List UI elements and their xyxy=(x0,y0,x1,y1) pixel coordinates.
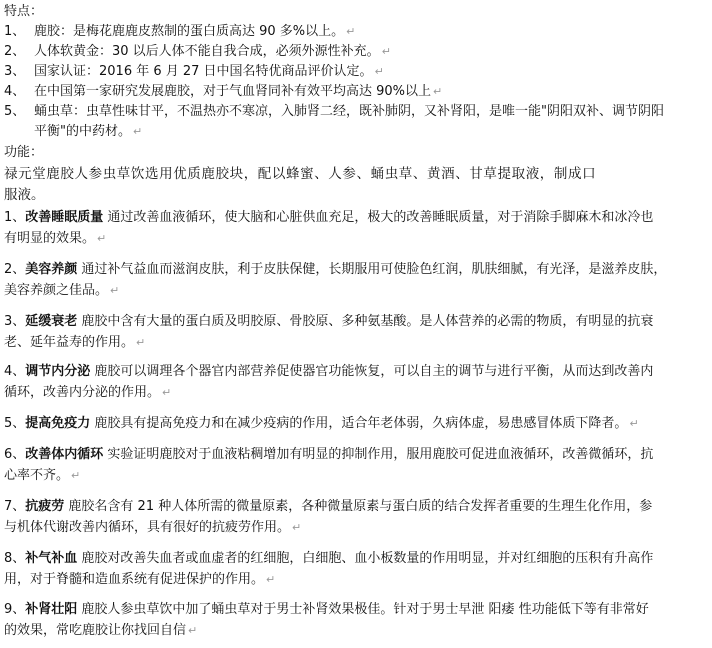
feature-number: 2、 xyxy=(4,44,26,59)
feature-number: 4、 xyxy=(4,84,26,99)
feature-text: 鹿胶：是梅花鹿鹿皮熬制的蛋白质高达 90 多%以上。 xyxy=(34,24,345,39)
paragraph-mark-icon: ↵ xyxy=(346,25,356,38)
feature-item-5-continued xyxy=(34,122,142,142)
function-item-6 xyxy=(4,445,653,465)
function-number: 3、 xyxy=(4,314,26,329)
function-text: 鹿胶人参虫草饮中加了蛹虫草对于男士补肾效果极佳。针对于男士早泄 阳痿 性功能低下等有非常好 xyxy=(77,602,649,617)
function-item-7-continued xyxy=(4,518,301,538)
paragraph-mark-icon: ↵ xyxy=(132,125,143,138)
function-title: 改善体内循环 xyxy=(25,447,104,462)
function-title: 提高免疫力 xyxy=(25,416,91,431)
function-title: 延缓衰老 xyxy=(25,314,78,329)
function-title: 补肾壮阳 xyxy=(25,602,78,617)
function-text: 鹿胶对改善失血者或血虚者的红细胞，白细胞、血小板数量的作用明显，并对红细胞的压积有升高作 xyxy=(77,551,654,566)
function-item-3 xyxy=(4,312,653,332)
feature-text: 人体软黄金：30 以后人体不能自我合成，必须外源性补充。 xyxy=(34,44,380,59)
intro-paragraph: 禄元堂鹿胶人参虫草饮选用优质鹿胶块，配以蜂蜜、人参、蛹虫草、黄酒、甘草提取液，制成口 xyxy=(4,166,597,182)
function-title: 调节内分泌 xyxy=(25,364,91,379)
paragraph-mark-icon: ↵ xyxy=(629,417,639,430)
feature-number: 3、 xyxy=(4,64,26,79)
paragraph-mark-icon: ↵ xyxy=(110,284,120,297)
function-title: 改善睡眠质量 xyxy=(25,210,104,225)
function-text: 循环，改善内分泌的作用。 xyxy=(4,385,161,400)
function-text: 鹿胶中含有大量的蛋白质及明胶原、骨胶原、多种氨基酸。是人体营养的必需的物质，有明显的抗衰 xyxy=(77,314,654,329)
function-text: 心率不齐。 xyxy=(4,468,70,483)
function-text: 通过改善血液循环，使大脑和心脏供血充足，极大的改善睡眠质量，对于消除手脚麻木和冰冷也 xyxy=(103,210,654,225)
function-text: 美容养颜之佳品。 xyxy=(4,283,109,298)
function-number: 2、 xyxy=(4,262,26,277)
paragraph-mark-icon: ↵ xyxy=(433,85,443,98)
function-text: 的效果，常吃鹿胶让你找回自信 xyxy=(4,623,187,638)
paragraph-mark-icon: ↵ xyxy=(97,232,107,245)
features-heading: 特点： xyxy=(4,4,44,19)
paragraph-mark-icon: ↵ xyxy=(162,386,172,399)
function-heading: 功能： xyxy=(4,145,44,160)
feature-item-4 xyxy=(4,82,442,102)
function-text: 通过补气益血而滋润皮肤，利于皮肤保健，长期服用可使脸色红润，肌肤细腻，有光泽，是滋养皮肤， xyxy=(77,262,667,277)
function-text: 鹿胶具有提高免疫力和在减少疫病的作用，适合年老体弱，久病体虚，易患感冒体质下降者。 xyxy=(90,416,628,431)
paragraph-mark-icon: ↵ xyxy=(71,469,81,482)
function-item-6-continued xyxy=(4,466,80,486)
feature-item-5 xyxy=(4,102,664,122)
feature-item-2 xyxy=(4,42,391,62)
feature-item-1 xyxy=(4,22,355,42)
function-title: 美容养颜 xyxy=(25,262,78,277)
function-item-9 xyxy=(4,600,649,620)
feature-text: 国家认证：2016 年 6 月 27 日中国名特优商品评价认定。 xyxy=(34,64,373,79)
function-item-1 xyxy=(4,208,653,228)
function-item-2-continued xyxy=(4,281,119,301)
function-item-4-continued xyxy=(4,383,171,403)
paragraph-mark-icon: ↵ xyxy=(292,521,302,534)
function-number: 5、 xyxy=(4,416,26,431)
function-item-1-continued xyxy=(4,229,106,249)
function-text: 用，对于脊髓和造血系统有促进保护的作用。 xyxy=(4,572,265,587)
feature-text: 平衡"的中药材。 xyxy=(34,124,131,139)
function-text: 实验证明鹿胶对于血液粘稠增加有明显的抑制作用，服用鹿胶可促进血液循环，改善微循环，抗 xyxy=(103,447,654,462)
paragraph-mark-icon: ↵ xyxy=(136,336,146,349)
function-item-8 xyxy=(4,549,653,569)
function-item-9-continued xyxy=(4,621,197,641)
function-item-3-continued xyxy=(4,333,145,353)
feature-text: 在中国第一家研究发展鹿胶，对于气血肾同补有效平均高达 90%以上 xyxy=(34,84,432,99)
paragraph-mark-icon: ↵ xyxy=(381,45,391,58)
function-title: 补气补血 xyxy=(25,551,78,566)
function-text: 有明显的效果。 xyxy=(4,231,96,246)
feature-number: 5、 xyxy=(4,104,26,119)
function-number: 4、 xyxy=(4,364,26,379)
function-item-5 xyxy=(4,414,639,434)
paragraph-mark-icon: ↵ xyxy=(374,65,384,78)
intro-paragraph-continued: 服液。 xyxy=(4,187,45,203)
function-item-4 xyxy=(4,362,653,382)
feature-text: 蛹虫草：虫草性味甘平，不温热亦不寒凉，入肺肾二经，既补肺阴，又补肾阳，是唯一能"阴阳双补、调节阴阳 xyxy=(34,104,664,119)
function-number: 7、 xyxy=(4,499,26,514)
function-text: 老、延年益寿的作用。 xyxy=(4,335,135,350)
function-number: 1、 xyxy=(4,210,26,225)
paragraph-mark-icon: ↵ xyxy=(266,573,276,586)
function-title: 抗疲劳 xyxy=(25,499,65,514)
function-text: 鹿胶名含有 21 种人体所需的微量原素，各种微量原素与蛋白质的结合发挥者重要的生理生化作用，参 xyxy=(64,499,653,514)
function-text: 与机体代谢改善内循环，具有很好的抗疲劳作用。 xyxy=(4,520,291,535)
function-item-2 xyxy=(4,260,666,280)
function-number: 8、 xyxy=(4,551,26,566)
paragraph-mark-icon: ↵ xyxy=(188,624,198,637)
function-text: 鹿胶可以调理各个器官内部营养促使器官功能恢复，可以自主的调节与进行平衡，从而达到改善内 xyxy=(90,364,654,379)
function-number: 6、 xyxy=(4,447,26,462)
feature-item-3 xyxy=(4,62,384,82)
function-item-7 xyxy=(4,497,652,517)
feature-number: 1、 xyxy=(4,24,26,39)
function-item-8-continued xyxy=(4,570,275,590)
function-number: 9、 xyxy=(4,602,26,617)
